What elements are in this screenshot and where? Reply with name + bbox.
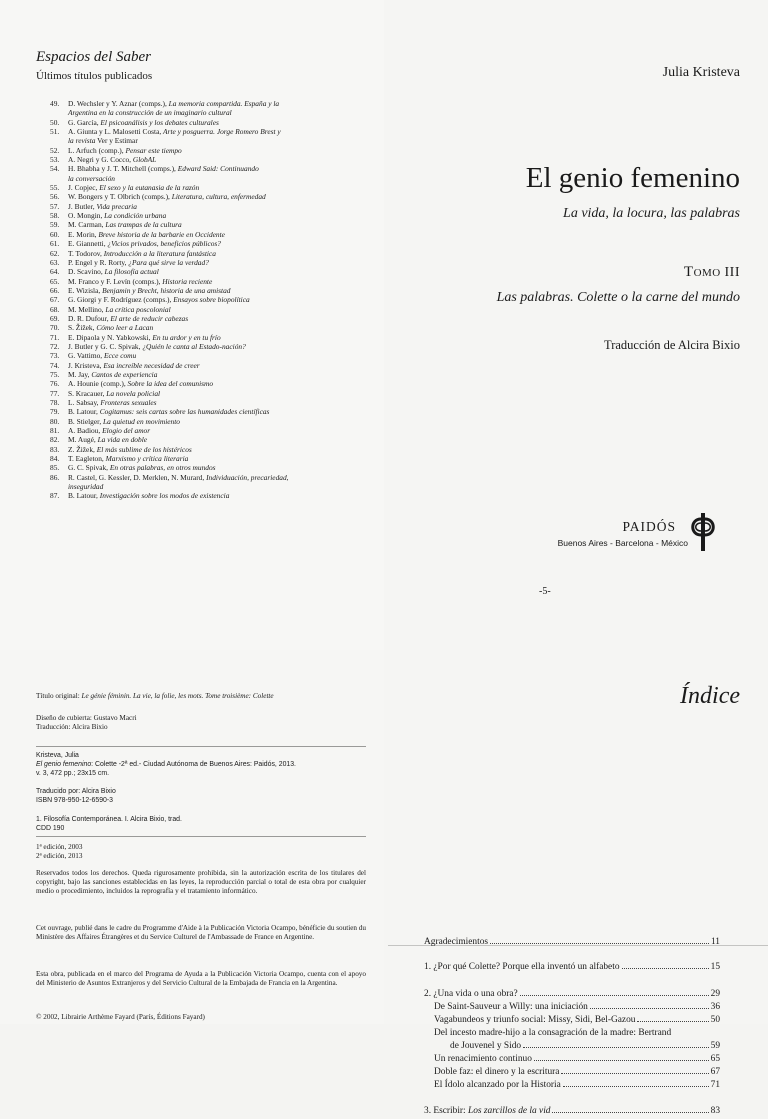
series-item-author: E. Giannetti, <box>68 239 108 249</box>
series-item-title: En otras palabras, en otros mundos <box>109 463 216 473</box>
series-item-number: 60. <box>50 229 60 239</box>
series-item-number: 79. <box>50 407 60 417</box>
toc-entry-label: Doble faz: el dinero y la escritura <box>434 1067 560 1077</box>
series-title-item <box>36 361 366 370</box>
series-item-number: 69. <box>50 313 60 323</box>
catalog-cdd: CDD 190 <box>36 825 65 832</box>
catalog-rule-top <box>36 746 366 747</box>
series-item-title: Argentina en la construcción de un imaginario cultural <box>68 108 232 118</box>
series-item-title: Edward Said: Continuando <box>177 164 259 174</box>
series-item-title: Introducción a la literatura fantástica <box>103 248 216 258</box>
series-item-number: 55. <box>50 183 60 193</box>
series-title-item <box>36 351 366 360</box>
original-title: Título original: Le génie féminin. La vie, la folie, les mots. Tome troisième: Colette <box>36 692 274 700</box>
series-item-author: T. Eagleton, <box>68 454 106 464</box>
series-item-author: A. Negri y G. Cocco, <box>68 155 133 165</box>
series-title-item <box>36 314 366 323</box>
catalog-rule-bottom <box>36 836 366 837</box>
series-item-author: E. Dipaola y N. Yabkowski, <box>68 332 153 342</box>
series-title-item <box>36 155 366 164</box>
series-title-item <box>36 491 366 500</box>
series-title-item <box>36 426 366 435</box>
volume-subtitle: Las palabras. Colette o la carne del mundo <box>496 290 740 305</box>
series-item-number: 73. <box>50 351 60 361</box>
toc-entry-page: 29 <box>710 989 720 999</box>
series-title-item <box>36 407 366 416</box>
series-item-author: R. Castel, G. Kessler, D. Merklen, N. Murard, <box>68 472 207 482</box>
series-title-item <box>36 202 366 211</box>
series-title-item <box>36 108 366 117</box>
toc-entry-page: 15 <box>710 962 720 972</box>
series-item-title: Fronteras sexuales <box>100 398 157 407</box>
series-item-title: La novela policial <box>106 388 161 398</box>
series-item-author: S. Žižek, <box>68 323 97 333</box>
series-title-item <box>36 118 366 127</box>
series-item-title: Cómo leer a Lacan <box>96 323 154 333</box>
series-title-item <box>36 192 366 201</box>
series-item-title: Ensayos sobre biopolítica <box>173 295 250 305</box>
series-item-author: G. C. Spivak, <box>68 463 110 473</box>
catalog-line-1: El genio femenino: Colette -2ª ed.- Ciudad Autónoma de Buenos Aires: Paidós, 2013. <box>36 761 296 768</box>
series-title-item <box>36 389 366 398</box>
series-item-author: G. Giorgi y F. Rodríguez (comps.), <box>68 295 174 305</box>
series-item-title: Historia reciente <box>162 276 213 286</box>
toc-entry-label: de Jouvenel y Sido <box>450 1041 522 1051</box>
toc-entry-label: Agradecimientos <box>424 937 489 947</box>
series-item-title: La crítica poscolonial <box>105 304 171 314</box>
series-item-author: D. Wechsler y Y. Aznar (comps.), <box>68 99 169 108</box>
series-item-title: Esa increíble necesidad de creer <box>103 360 200 370</box>
toc-leader-dots <box>622 968 709 969</box>
series-title-item <box>36 435 366 444</box>
series-item-author: M. Carman, <box>68 220 106 230</box>
edition-second: 2ª edición, 2013 <box>36 852 83 860</box>
series-title-item <box>36 463 366 472</box>
series-item-author: M. Jay, <box>68 369 92 379</box>
toc-entry-label: 2. ¿Una vida o una obra? <box>424 989 518 999</box>
series-item-author: W. Bongers y T. Olbrich (comps.), <box>68 192 172 202</box>
toc-entry[interactable] <box>424 989 720 1002</box>
series-title-item <box>36 174 366 183</box>
series-item-title: La quietud en movimiento <box>103 416 180 426</box>
titles-list <box>36 99 366 501</box>
toc-leader-dots <box>637 1021 708 1022</box>
series-item-author: S. Kracauer, <box>68 388 107 398</box>
toc-entry[interactable] <box>424 1067 720 1080</box>
series-item-title: Elogio del amor <box>102 426 151 436</box>
volume-label: TOMO III <box>683 264 740 280</box>
toc-entry-page: 83 <box>710 1106 720 1116</box>
series-item-number: 61. <box>50 239 60 249</box>
toc-leader-dots <box>490 943 709 944</box>
series-item-number: 64. <box>50 267 60 277</box>
series-title-item <box>36 482 366 491</box>
series-item-author: T. Todorov, <box>68 248 104 258</box>
series-item-author: L. Sabsay, <box>68 398 101 407</box>
series-title-item <box>36 267 366 276</box>
series-item-title: Literatura, cultura, enfermedad <box>171 192 266 202</box>
series-item-number: 50. <box>50 117 60 127</box>
index-heading: Índice <box>680 683 740 709</box>
series-item-title: inseguridad <box>68 482 104 492</box>
series-item-title: La vida en doble <box>97 435 148 445</box>
series-item-number: 80. <box>50 416 60 426</box>
series-item-title: Marxismo y crítica literaria <box>105 454 189 464</box>
series-item-author: L. Arfuch (comp.), <box>68 145 126 155</box>
catalog-translated: Traducido por: Alcira Bixio <box>36 788 116 795</box>
series-item-number: 58. <box>50 211 60 221</box>
series-item-number: 84. <box>50 454 60 464</box>
series-item-author: G. Vattimo, <box>68 351 104 361</box>
series-item-author: A. Giunta y L. Malosetti Costa, <box>68 127 164 137</box>
series-item-author: B. Latour, <box>68 491 100 501</box>
french-support-note: Cet ouvrage, publié dans le cadre du Programme d'Aide à la Publicación Victoria Ocampo, bénéficie du soutien du Ministère des Affaires Étrangères et du Service Culturel de l'Ambassade de France en Argentine. <box>36 924 366 941</box>
series-item-author: E. Wizisla, <box>68 285 103 295</box>
book-subtitle: La vida, la locura, las palabras <box>563 206 740 221</box>
page-number: -5- <box>539 586 551 597</box>
toc-entry[interactable] <box>424 1028 720 1041</box>
series-title-item <box>36 305 366 314</box>
translator-credit: Traducción de Alcira Bixio <box>604 338 740 352</box>
series-item-author: B. Stielger, <box>68 416 104 426</box>
series-title-item <box>36 295 366 304</box>
series-item-title: Arte y posguerra. Jorge Romero Brest y <box>163 127 281 137</box>
series-item-author: P. Engel y R. Rorty, <box>68 257 129 267</box>
catalog-isbn: ISBN 978-950-12-6590-3 <box>36 797 113 804</box>
toc-entry-page: 36 <box>710 1002 720 1012</box>
series-title-item <box>36 473 366 482</box>
rights-notice: Reservados todos los derechos. Queda rigurosamente prohibida, sin la autorización escrita de los titulares del copyright, bajo las sanciones establecidas en las leyes, la reproducción parcial o total de esta obra por cualquier medio o procedimiento, incluidos la reprografía y el tratamiento informático. <box>36 869 366 895</box>
spanish-support-note: Esta obra, publicada en el marco del Programa de Ayuda a la Publicación Victoria Ocampo, cuenta con el apoyo del Ministerio de Asuntos Extranjeros y del Servicio Cultural de la Embajada de Francia en la Argentina. <box>36 970 366 987</box>
publisher-name: PAIDÓS <box>622 519 676 534</box>
toc-leader-dots <box>523 1047 709 1048</box>
series-item-number: 82. <box>50 435 60 445</box>
toc-entry[interactable] <box>424 1106 720 1119</box>
toc-entry-page: 67 <box>710 1067 720 1077</box>
toc-leader-dots <box>561 1073 708 1074</box>
series-title-item <box>36 398 366 407</box>
series-item-title: El sexo y la eutanasia de la razón <box>99 183 200 193</box>
toc-entry-page: 11 <box>710 937 720 947</box>
series-item-title: Las trampas de la cultura <box>105 220 182 230</box>
series-title-item <box>36 342 366 351</box>
series-item-number: 72. <box>50 341 60 351</box>
series-title-item <box>36 417 366 426</box>
series-item-title: Benjamin y Brecht, historia de una amistad <box>102 285 231 295</box>
series-title-item <box>36 323 366 332</box>
series-item-number: 85. <box>50 463 60 473</box>
series-item-title: La memoria compartida. España y la <box>168 99 280 108</box>
toc-entry-label: Un renacimiento continuo <box>434 1054 532 1064</box>
series-item-author: H. Bhabha y J. T. Mitchell (comps.), <box>68 164 178 174</box>
series-item-number: 76. <box>50 379 60 389</box>
publisher-cities: Buenos Aires - Barcelona - México <box>557 538 688 548</box>
series-item-title: Vida precaria <box>96 201 137 211</box>
series-title-item <box>36 127 366 136</box>
series-item-title: Cogitamus: seis cartas sobre las humanidades científicas <box>99 407 270 417</box>
series-item-author: M. Franco y F. Levín (comps.), <box>68 276 163 286</box>
toc-leader-dots <box>552 1112 708 1113</box>
series-item-author: J. Copjec, <box>68 183 100 193</box>
series-item-author: E. Morin, <box>68 229 99 239</box>
series-page <box>0 0 384 650</box>
series-item-author: G. García, <box>68 117 101 127</box>
toc-leader-dots <box>590 1008 709 1009</box>
series-title-item <box>36 258 366 267</box>
series-item-number: 62. <box>50 248 60 258</box>
toc-entry[interactable] <box>424 1041 720 1054</box>
series-item-number: 66. <box>50 285 60 295</box>
toc-entry-label: 1. ¿Por qué Colette? Porque ella inventó un alfabeto <box>424 962 620 972</box>
series-item-author: J. Kristeva, <box>68 360 104 370</box>
series-title-item <box>36 211 366 220</box>
series-item-number: 74. <box>50 360 60 370</box>
series-item-author: M. Augé, <box>68 435 98 445</box>
copyright-line: © 2002, Librairie Arthème Fayard (París, Éditions Fayard) <box>36 1013 205 1021</box>
series-title-item <box>36 239 366 248</box>
edition-first: 1ª edición, 2003 <box>36 843 83 851</box>
series-item-title: Sobre la idea del comunismo <box>127 379 214 389</box>
series-title-item <box>36 99 366 108</box>
series-item-number: 53. <box>50 155 60 165</box>
toc-entry-label: 3. Escribir: Los zarcillos de la vid <box>424 1106 551 1116</box>
series-item-title: La filosofía actual <box>104 267 159 277</box>
series-title-item <box>36 146 366 155</box>
toc-entry[interactable] <box>424 1080 720 1093</box>
series-title-item <box>36 164 366 173</box>
series-item-author: J. Butler y G. C. Spivak, <box>68 341 143 351</box>
toc-entry-page: 59 <box>710 1041 720 1051</box>
catalog-author: Kristeva, Julia <box>36 752 79 759</box>
series-item-title: Cantos de experiencia <box>91 369 158 379</box>
series-item-number: 59. <box>50 220 60 230</box>
series-item-number: 52. <box>50 145 60 155</box>
toc-entry-label: El Ídolo alcanzado por la Historia <box>434 1080 561 1090</box>
book-title: El genio femenino <box>525 162 740 194</box>
series-title-item <box>36 286 366 295</box>
series-title-item <box>36 277 366 286</box>
toc-entry-label: De Saint-Sauveur a Willy: una iniciación <box>434 1002 588 1012</box>
series-title-item <box>36 454 366 463</box>
series-item-number: 67. <box>50 295 60 305</box>
toc-entry-page: 65 <box>710 1054 720 1064</box>
series-title-item <box>36 379 366 388</box>
toc-entry[interactable] <box>424 1054 720 1067</box>
series-item-number: 78. <box>50 398 60 407</box>
toc-entry[interactable] <box>424 1002 720 1015</box>
series-item-title: Breve historia de la barbarie en Occidente <box>98 229 225 239</box>
series-item-author: A. Badiou, <box>68 426 103 436</box>
series-item-number: 77. <box>50 388 60 398</box>
author-name: Julia Kristeva <box>662 65 740 80</box>
series-title-item <box>36 370 366 379</box>
series-item-number: 83. <box>50 444 60 454</box>
series-item-title: En tu ardor y en tu frío <box>152 332 221 342</box>
catalog-line-2: v. 3, 472 pp.; 23x15 cm. <box>36 770 110 777</box>
series-item-title: la conversación <box>68 173 115 183</box>
copyright-page <box>0 650 384 1024</box>
series-item-title: Investigación sobre los modos de existencia <box>99 491 230 501</box>
toc-leader-dots <box>520 995 709 996</box>
series-item-title: El psicoanálisis y los debates culturales <box>100 117 219 127</box>
series-item-number: 49. <box>50 99 60 108</box>
catalog-subjects: 1. Filosofía Contemporánea. I. Alcira Bixio, trad. <box>36 816 182 823</box>
toc-entry-label-italic: Los zarcillos de la vid <box>468 1106 551 1116</box>
series-item-number: 81. <box>50 426 60 436</box>
series-title-item <box>36 230 366 239</box>
toc-entry[interactable] <box>424 937 720 950</box>
series-item-title-roman: Ver y Estimar <box>95 136 138 146</box>
toc-entry[interactable] <box>424 1015 720 1028</box>
series-item-number: 70. <box>50 323 60 333</box>
series-item-author: M. Mellino, <box>68 304 106 314</box>
toc-entry-label: Vagabundeos y triunfo social: Missy, Sidi, Bel-Gazou <box>434 1015 636 1025</box>
toc-entry[interactable] <box>424 962 720 975</box>
series-item-title: ¿Quién le canta al Estado-nación? <box>142 341 246 351</box>
series-item-title: ¿Para qué sirve la verdad? <box>128 257 209 267</box>
series-subtitle: Últimos títulos publicados <box>36 70 153 82</box>
series-item-number: 86. <box>50 472 60 482</box>
series-item-title: La condición urbana <box>104 211 167 221</box>
title-page <box>384 0 768 650</box>
series-item-number: 56. <box>50 192 60 202</box>
series-item-author: O. Mongin, <box>68 211 105 221</box>
series-item-author: B. Latour, <box>68 407 100 417</box>
series-item-number: 71. <box>50 332 60 342</box>
series-title-item <box>36 333 366 342</box>
series-item-title: Individuación, precariedad, <box>206 472 289 482</box>
series-item-number: 68. <box>50 304 60 314</box>
toc-entry-page: 50 <box>710 1015 720 1025</box>
series-title-item <box>36 220 366 229</box>
series-item-title: Pensar este tiempo <box>125 145 182 155</box>
series-title: Espacios del Saber <box>36 49 151 65</box>
series-item-author: D. Scavino, <box>68 267 105 277</box>
toc-leader-dots <box>563 1086 709 1087</box>
series-title-item <box>36 183 366 192</box>
series-item-number: 57. <box>50 201 60 211</box>
series-item-number: 87. <box>50 491 60 501</box>
series-item-title: ¿Vicios privados, beneficios públicos? <box>107 239 222 249</box>
series-item-number: 65. <box>50 276 60 286</box>
series-title-item <box>36 249 366 258</box>
toc-entry-label: Del incesto madre-hijo a la consagración de la madre: Bertrand <box>434 1028 672 1038</box>
series-title-item <box>36 445 366 454</box>
series-item-author: Z. Žižek, <box>68 444 97 454</box>
toc-entry-page: 71 <box>710 1080 720 1090</box>
paidos-logo-icon <box>690 513 716 551</box>
toc-leader-dots <box>534 1060 709 1061</box>
series-item-title: Ecce comu <box>104 351 137 361</box>
series-item-title: la revista <box>68 136 96 146</box>
series-item-author: J. Butler, <box>68 201 97 211</box>
series-item-title: El más sublime de los histéricos <box>96 444 192 454</box>
translation-credit: Traducción: Alcira Bixio <box>36 723 108 731</box>
cover-design-credit: Diseño de cubierta: Gustavo Macri <box>36 714 137 722</box>
series-item-author: D. R. Dufour, <box>68 313 111 323</box>
series-item-title: GlobAL <box>132 155 157 165</box>
series-item-number: 51. <box>50 127 60 137</box>
series-item-number: 63. <box>50 257 60 267</box>
series-item-number: 54. <box>50 164 60 174</box>
series-item-number: 75. <box>50 369 60 379</box>
series-title-item <box>36 136 366 145</box>
series-item-author: A. Hounie (comp.), <box>68 379 128 389</box>
series-item-title: El arte de reducir cabezas <box>110 313 189 323</box>
